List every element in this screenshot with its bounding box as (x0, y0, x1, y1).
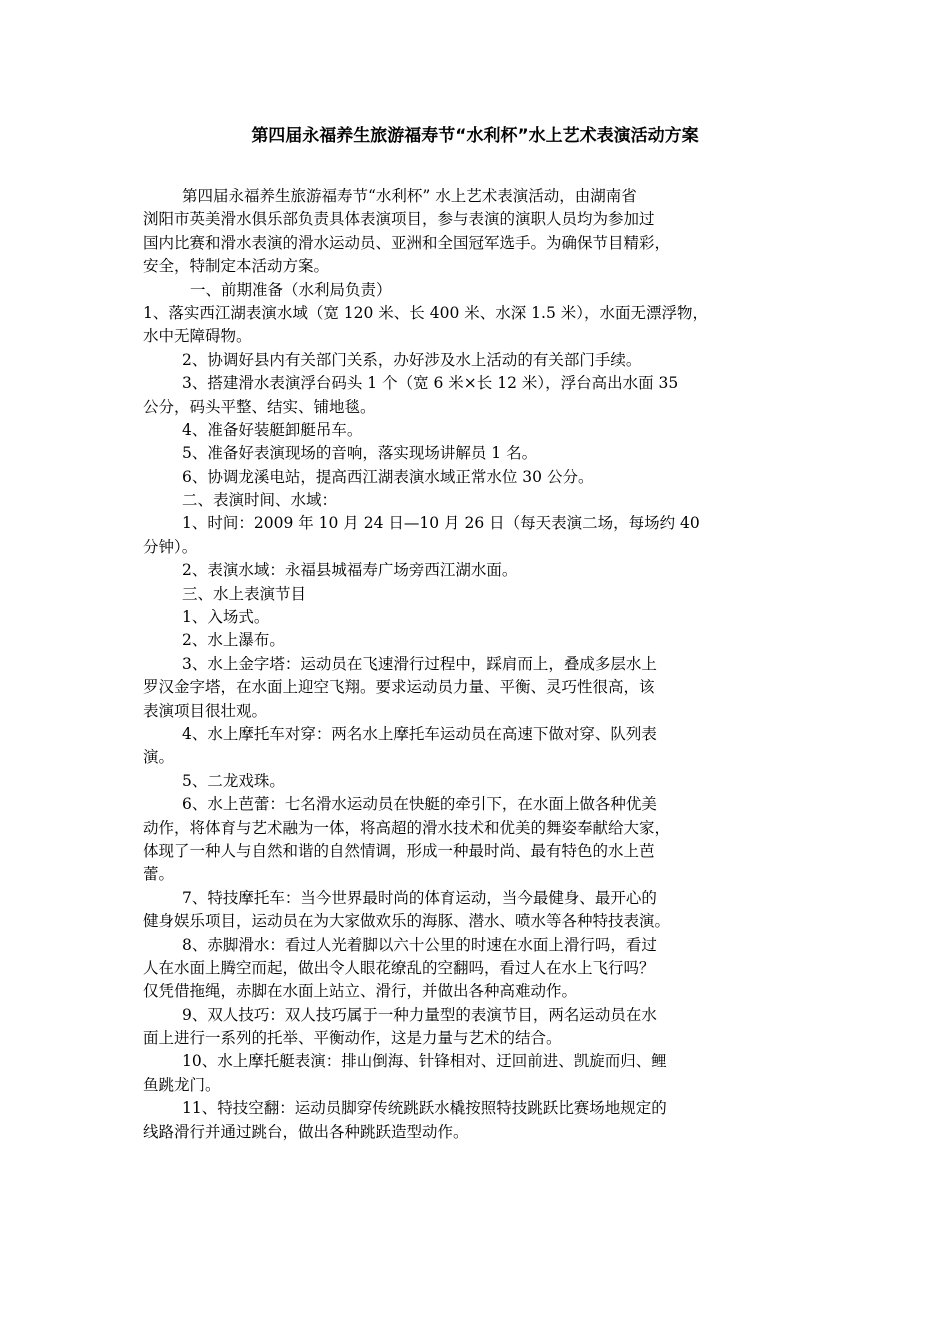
text-line: 鱼跳龙门。 (143, 1075, 221, 1094)
text-line: 线路滑行并通过跳台，做出各种跳跃造型动作。 (143, 1122, 469, 1141)
text-line: 第四届永福养生旅游福寿节“水利杯” 水上艺术表演活动，由湖南省 (182, 187, 637, 205)
text-line: 演。 (143, 748, 175, 767)
text-line: 4、准备好装艇卸艇吊车。 (182, 420, 363, 439)
text-line: 5、二龙戏珠。 (182, 771, 285, 790)
text-line: 罗汉金字塔，在水面上迎空飞翔。要求运动员力量、平衡、灵巧性很高，该 (143, 678, 655, 697)
text-line: 2、协调好县内有关部门关系，办好涉及水上活动的有关部门手续。 (182, 350, 642, 369)
text-line: 动作，将体育与艺术融为一体，将高超的滑水技术和优美的舞姿奉献给大家， (143, 818, 671, 837)
text-line: 1、落实西江湖表演水域（宽 120 米、长 400 米、水深 1.5 米），水面无漂浮物， (143, 303, 708, 322)
text-line: 1、时间：2009 年 10 月 24 日—10 月 26 日（每天表演二场，每场约 40 (182, 514, 700, 533)
text-line: 分钟）。 (143, 537, 198, 556)
text-line: 人在水面上腾空而起，做出令人眼花缭乱的空翻吗，看过人在水上飞行吗？ (143, 958, 655, 977)
text-line: 健身娱乐项目，运动员在为大家做欢乐的海豚、潜水、喷水等各种特技表演。 (143, 912, 671, 931)
text-line: 水中无障碍物。 (143, 327, 252, 346)
section-heading: 三、水上表演节目 (182, 584, 307, 603)
text-line: 安全，特制定本活动方案。 (143, 257, 330, 276)
text-line: 2、水上瀑布。 (182, 631, 285, 650)
text-line: 4、水上摩托车对穿：两名水上摩托车运动员在高速下做对穿、队列表 (182, 724, 657, 743)
text-line: 8、赤脚滑水：看过人光着脚以六十公里的时速在水面上滑行吗，看过 (182, 935, 657, 954)
text-line: 3、水上金字塔：运动员在飞速滑行过程中，踩肩而上，叠成多层水上 (182, 654, 657, 673)
document-body (143, 185, 811, 1144)
section-heading: 二、表演时间、水域： (182, 491, 338, 510)
text-line: 公分，码头平整、结实、铺地毯。 (143, 397, 376, 416)
text-line: 面上进行一系列的托举、平衡动作，这是力量与艺术的结合。 (143, 1029, 562, 1048)
text-line: 体现了一种人与自然和谐的自然情调，形成一种最时尚、最有特色的水上芭 (143, 841, 655, 860)
text-line: 国内比赛和滑水表演的滑水运动员、亚洲和全国冠军选手。为确保节目精彩， (143, 233, 671, 252)
text-line: 浏阳市英美滑水俱乐部负责具体表演项目，参与表演的演职人员均为参加过 (143, 210, 655, 229)
text-line: 仅凭借拖绳，赤脚在水面上站立、滑行，并做出各种高难动作。 (143, 982, 578, 1001)
text-line: 2、表演水域：永福县城福寿广场旁西江湖水面。 (182, 561, 518, 580)
text-line: 表演项目很壮观。 (143, 701, 268, 720)
text-line: 7、特技摩托车：当今世界最时尚的体育运动，当今最健身、最开心的 (182, 888, 657, 907)
text-line: 9、双人技巧：双人技巧属于一种力量型的表演节目，两名运动员在水 (182, 1005, 657, 1024)
text-line: 5、准备好表演现场的音响，落实现场讲解员 1 名。 (182, 444, 538, 463)
section-heading: 一、前期准备（水利局负责） (190, 280, 392, 299)
text-line: 3、搭建滑水表演浮台码头 1 个（宽 6 米×长 12 米），浮台高出水面 35 (182, 374, 679, 393)
text-line: 11、特技空翻：运动员脚穿传统跳跃水橇按照特技跳跃比赛场地规定的 (182, 1099, 667, 1118)
text-line: 蕾。 (143, 865, 175, 884)
document-title: 第四届永福养生旅游福寿节“水利杯”水上艺术表演活动方案 (251, 126, 699, 146)
text-line: 10、水上摩托艇表演：排山倒海、针锋相对、迂回前进、凯旋而归、鲤 (182, 1052, 667, 1071)
text-line: 6、水上芭蕾：七名滑水运动员在快艇的牵引下，在水面上做各种优美 (182, 795, 657, 814)
text-line: 6、协调龙溪电站，提高西江湖表演水域正常水位 30 公分。 (182, 467, 594, 486)
text-line: 1、入场式。 (182, 608, 270, 627)
